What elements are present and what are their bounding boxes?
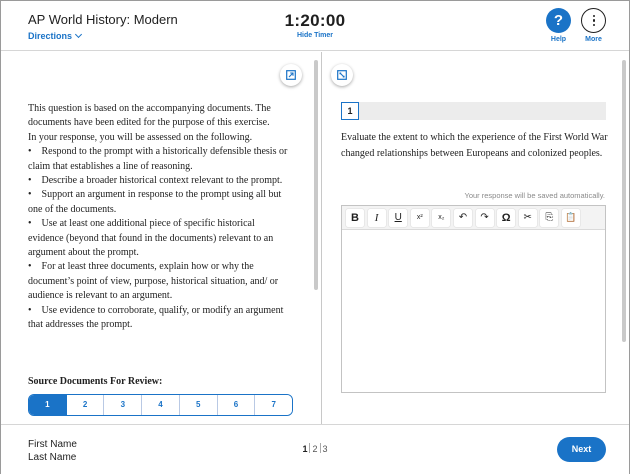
page-indicator: [1, 443, 629, 454]
document-tabs: [28, 394, 293, 416]
underline-button[interactable]: U: [389, 209, 407, 227]
italic-button[interactable]: I: [368, 209, 386, 227]
criteria-item: • For at least three documents, explain how or why the document’s point of view, purpose, historical situation, and/ or audience is relevant to an argument.: [28, 261, 279, 302]
document-tab-4[interactable]: 4: [142, 395, 180, 415]
criteria-item: • Respond to the prompt with a historically defensible thesis or claim that establishes a line of reasoning.: [28, 146, 288, 172]
help-button[interactable]: [546, 8, 571, 33]
question-scrollbar[interactable]: [622, 60, 626, 342]
page-separator: [320, 443, 321, 453]
response-textarea[interactable]: [342, 231, 605, 392]
omega-icon: Ω: [501, 211, 511, 224]
student-last-name: Last Name: [28, 452, 77, 463]
bold-button[interactable]: B: [346, 209, 364, 227]
redo-icon: ↷: [480, 212, 489, 223]
expand-stimulus-button[interactable]: [280, 64, 302, 86]
special-characters-button[interactable]: [497, 209, 515, 227]
document-tab-6[interactable]: 6: [218, 395, 256, 415]
criteria-item: • Support an argument in response to the prompt using all but one of the documents.: [28, 189, 282, 215]
question-prompt: Evaluate the extent to which the experience of the First World War changed relationships between Europeans and colonized peoples.: [341, 132, 608, 159]
question-number-bar: [341, 102, 606, 120]
stimulus-assessed: In your response, you will be assessed on the following.: [28, 131, 253, 143]
page-3[interactable]: 3: [322, 444, 328, 454]
cut-button[interactable]: [519, 209, 537, 227]
timer: 1:20:00: [284, 11, 346, 30]
stimulus-text: [28, 102, 292, 333]
undo-icon: ↶: [458, 212, 468, 223]
stimulus-scrollbar[interactable]: [314, 60, 318, 290]
more-label: More: [585, 36, 602, 43]
page-1[interactable]: 1: [302, 444, 308, 454]
more-button[interactable]: [581, 8, 606, 33]
header: [1, 1, 629, 51]
hide-timer-container: [1, 32, 629, 39]
question-number: 1: [341, 102, 359, 120]
exam-title: AP World History: Modern: [28, 12, 178, 27]
page-separator: [309, 443, 310, 453]
copy-button[interactable]: [540, 209, 558, 227]
undo-button[interactable]: [454, 209, 472, 227]
criteria-item: • Use at least one additional piece of specific historical evidence (beyond that found in the documents) relevant to an argument about the prompt.: [28, 218, 274, 259]
superscript-button[interactable]: x²: [411, 209, 429, 227]
criteria-item: • Use evidence to corroborate, qualify, or modify an argument that addresses the prompt.: [28, 304, 284, 331]
more-dot-icon: [593, 24, 596, 27]
help-label: Help: [550, 36, 567, 43]
scissors-icon: ✂: [523, 212, 532, 223]
question-pane: [322, 52, 629, 424]
student-first-name: First Name: [28, 439, 77, 450]
copy-icon: ⎘: [545, 212, 554, 223]
page-2[interactable]: 2: [312, 444, 318, 454]
stimulus-pane: [1, 52, 321, 424]
document-tab-2[interactable]: 2: [67, 395, 105, 415]
source-documents-title: Source Documents For Review:: [28, 376, 163, 387]
response-editor: [341, 205, 606, 393]
expand-icon: [286, 70, 296, 80]
subscript-button[interactable]: x₂: [432, 209, 450, 227]
directions-label: Directions: [28, 31, 73, 41]
help-icon: ?: [553, 12, 564, 29]
document-tab-1[interactable]: 1: [29, 395, 67, 415]
collapse-icon: [337, 70, 347, 80]
paste-button[interactable]: [562, 209, 580, 227]
document-tab-7[interactable]: 7: [255, 395, 292, 415]
next-button[interactable]: Next: [557, 437, 606, 462]
expand-question-button[interactable]: [331, 64, 353, 86]
document-tab-5[interactable]: 5: [180, 395, 218, 415]
criteria-item: • Describe a broader historical context relevant to the prompt.: [28, 175, 283, 187]
editor-toolbar: [342, 206, 605, 230]
more-dot-icon: [593, 15, 596, 18]
hide-timer-button[interactable]: Hide Timer: [296, 32, 334, 39]
footer: [1, 424, 629, 474]
clipboard-icon: 📋: [565, 212, 577, 222]
autosave-note: Your response will be saved automatically.: [464, 191, 605, 200]
document-tab-3[interactable]: 3: [104, 395, 142, 415]
stimulus-intro: This question is based on the accompanying documents. The documents have been edited for the purpose of this exercise.: [28, 103, 271, 129]
redo-button[interactable]: [476, 209, 494, 227]
more-dot-icon: [593, 19, 596, 22]
